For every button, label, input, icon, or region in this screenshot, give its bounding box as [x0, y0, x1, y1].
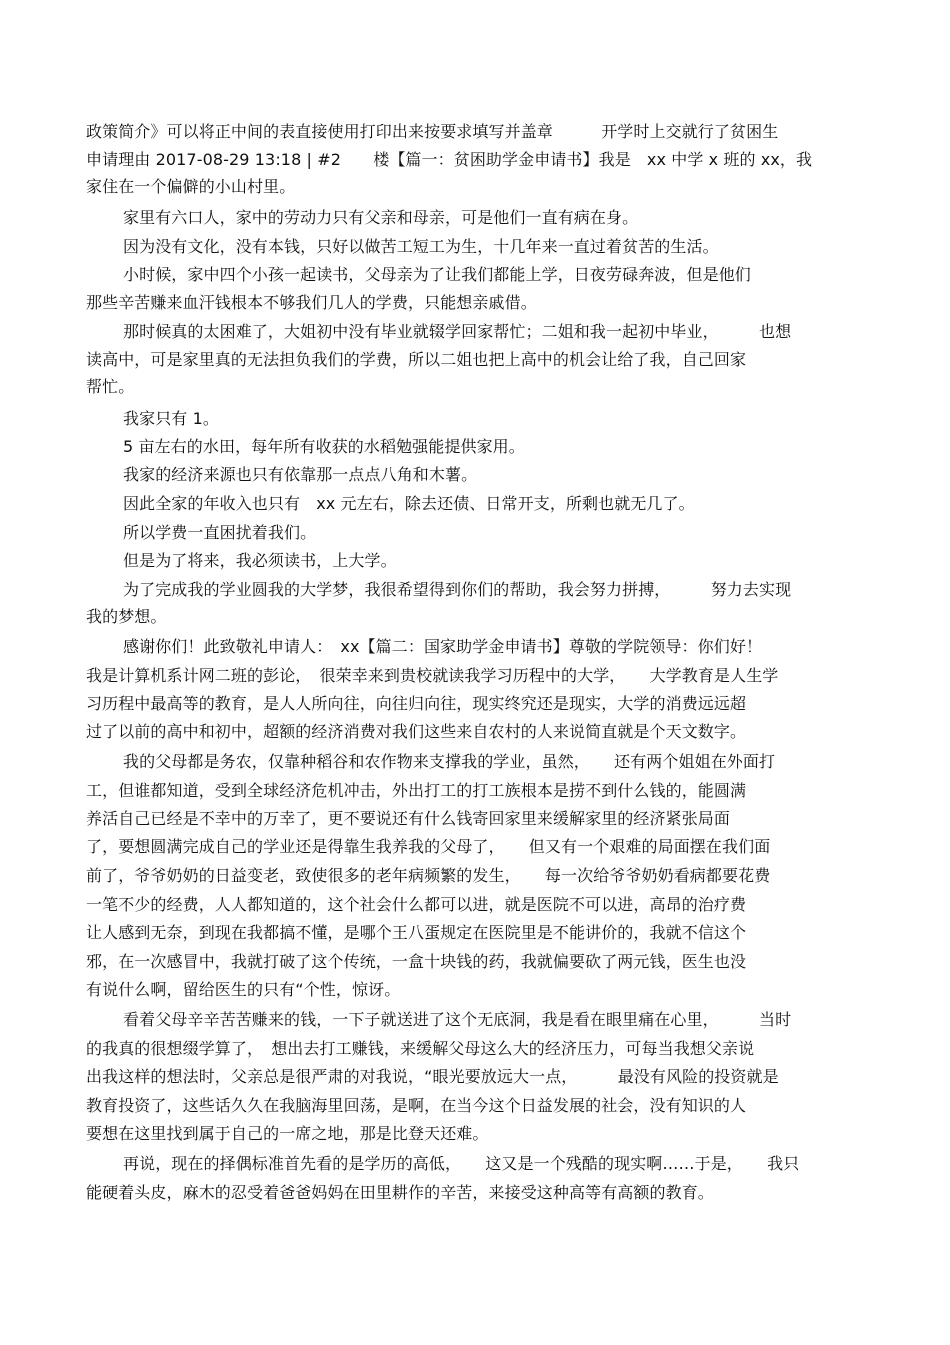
text-line: 那时候真的太困难了，大姐初中没有毕业就辍学回家帮忙；二姐和我一起初中毕业， 也想: [123, 322, 792, 341]
text-line: 家住在一个偏僻的小山村里。: [86, 177, 296, 196]
text-line: 我家只有 1。: [123, 409, 219, 428]
text-line: 习历程中最高等的教育，是人人所向往，向往归向往，现实终究还是现实，大学的消费远远超: [86, 694, 747, 713]
text-line: 申请理由 2017-08-29 13:18 | #2 楼【篇一：贫困助学金申请书】我是 xx 中学 x 班的 xx，我: [86, 150, 813, 169]
text-line: 但是为了将来，我必须读书，上大学。: [123, 551, 397, 570]
text-line: 教育投资了，这些话久久在我脑海里回荡，是啊，在当今这个日益发展的社会，没有知识的人: [86, 1096, 747, 1115]
text-line: 养活自己已经是不幸中的万幸了，更不要说还有什么钱寄回家里来缓解家里的经济紧张局面: [86, 809, 731, 828]
text-line: 政策简介》可以将正中间的表直接使用打印出来按要求填写并盖章 开学时上交就行了贫困生: [86, 122, 779, 141]
text-line: 家里有六口人，家中的劳动力只有父亲和母亲，可是他们一直有病在身。: [123, 208, 639, 227]
text-line: 再说，现在的择偶标准首先看的是学历的高低， 这又是一个残酷的现实啊……于是， 我只: [123, 1154, 800, 1173]
text-line: 有说什么啊，留给医生的只有“个性，惊讶。: [86, 980, 401, 999]
text-line: 让人感到无奈，到现在我都搞不懂，是哪个王八蛋规定在医院里是不能讲价的，我就不信这个: [86, 923, 747, 942]
text-line: 所以学费一直困扰着我们。: [123, 523, 317, 542]
text-line: 能硬着头皮，麻木的忍受着爸爸妈妈在田里耕作的辛苦，来接受这种高等有高额的教育。: [86, 1183, 714, 1202]
text-line: 小时候，家中四个小孩一起读书，父母亲为了让我们都能上学，日夜劳碌奔波，但是他们: [123, 265, 751, 284]
text-line: 5 亩左右的水田，每年所有收获的水稻勉强能提供家用。: [123, 437, 525, 456]
text-line: 一笔不少的经费，人人都知道的，这个社会什么都可以进，就是医院不可以进，高昂的治疗费: [86, 895, 747, 914]
text-line: 出我这样的想法时，父亲总是很严肃的对我说，“眼光要放远大一点， 最没有风险的投资就是: [86, 1067, 779, 1086]
text-line: 因此全家的年收入也只有 xx 元左右，除去还债、日常开支，所剩也就无几了。: [123, 494, 695, 513]
text-line: 看着父母辛辛苦苦赚来的钱，一下子就送进了这个无底洞，我是看在眼里痛在心里， 当时: [123, 1010, 792, 1029]
text-line: 帮忙。: [86, 377, 135, 396]
text-line: 我的父母都是务农，仅靠种稻谷和农作物来支撑我的学业，虽然， 还有两个姐姐在外面打: [123, 752, 776, 771]
text-line: 过了以前的高中和初中，超额的经济消费对我们这些来自农村的人来说简直就是个天文数字。: [86, 722, 747, 741]
text-line: 那些辛苦赚来血汗钱根本不够我们几人的学费，只能想亲戚借。: [86, 293, 537, 312]
text-line: 为了完成我的学业圆我的大学梦，我很希望得到你们的帮助，我会努力拼搏， 努力去实现: [123, 580, 792, 599]
text-line: 我是计算机系计网二班的彭论， 很荣幸来到贵校就读我学习历程中的大学， 大学教育是人生学: [86, 666, 779, 685]
text-line: 了，要想圆满完成自己的学业还是得靠生我养我的父母了， 但又有一个艰难的局面摆在我们面: [86, 837, 771, 856]
text-line: 的我真的很想缀学算了， 想出去打工赚钱，来缓解父母这么大的经济压力，可每当我想父亲说: [86, 1039, 755, 1058]
text-line: 要想在这里找到属于自己的一席之地，那是比登天还难。: [86, 1124, 489, 1143]
text-line: 读高中，可是家里真的无法担负我们的学费，所以二姐也把上高中的机会让给了我，自己回家: [86, 350, 747, 369]
text-line: 前了，爷爷奶奶的日益变老，致使很多的老年病频繁的发生， 每一次给爷爷奶奶看病都要花费: [86, 866, 771, 885]
text-line: 我的梦想。: [86, 607, 167, 626]
text-line: 因为没有文化，没有本钱，只好以做苦工短工为生，十几年来一直过着贫苦的生活。: [123, 237, 719, 256]
text-line: 邪，在一次感冒中，我就打破了这个传统，一盒十块钱的药，我就偏要砍了两元钱，医生也没: [86, 952, 747, 971]
text-line: 我家的经济来源也只有依靠那一点点八角和木薯。: [123, 465, 478, 484]
text-line: 工，但谁都知道，受到全球经济危机冲击，外出打工的打工族根本是捞不到什么钱的，能圆满: [86, 781, 747, 800]
text-line: 感谢你们！此致敬礼申请人： xx【篇二：国家助学金申请书】尊敬的学院领导：你们好！: [123, 637, 763, 656]
